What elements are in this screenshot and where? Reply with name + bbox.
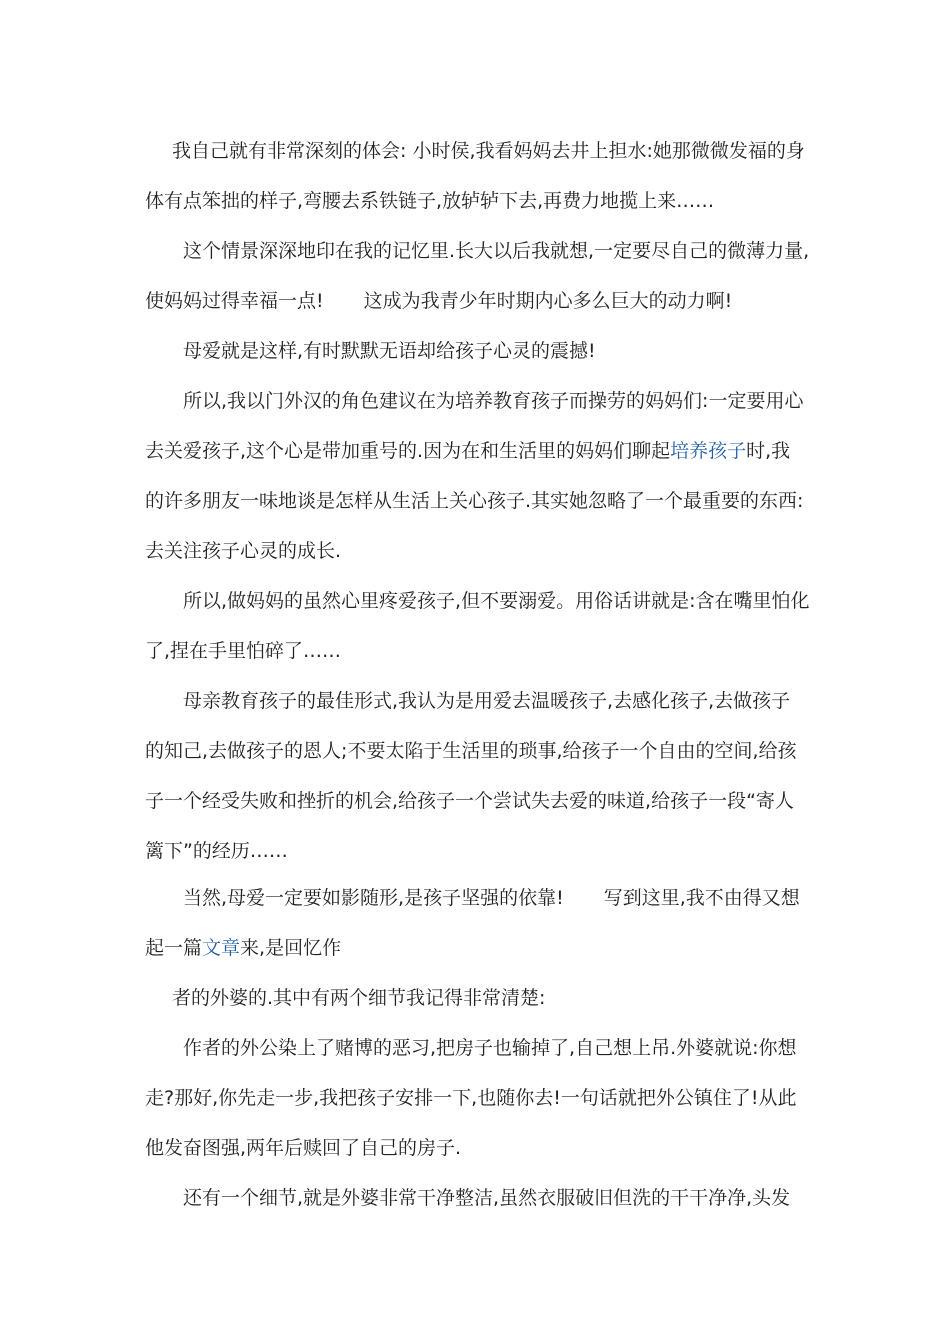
- text-segment: 这成为我青少年时期内心多么巨大的动力啊!: [363, 290, 733, 312]
- text-line: 走?那好,你先走一步,我把孩子安排一下,也随你去!一句话就把外公镇住了!从此: [145, 1087, 797, 1109]
- text-line: 作者的外公染上了赌博的恶习,把房子也输掉了,自己想上吊.外婆就说:你想: [183, 1037, 797, 1059]
- text-line: 者的外婆的.其中有两个细节我记得非常清楚:: [172, 987, 546, 1009]
- text-segment: 去关爱孩子,这个心是带加重号的.因为在和生活里的妈妈们聊起: [145, 440, 671, 462]
- text-line: 所以,我以门外汉的角色建议在为培养教育孩子而操劳的妈妈们:一定要用心: [183, 390, 804, 412]
- text-line: 我自己就有非常深刻的体会: 小时侯,我看妈妈去井上担水:她那微微发福的身: [172, 140, 805, 162]
- text-line: [183, 885, 863, 911]
- text-line: 了,捏在手里怕碎了……: [145, 640, 342, 662]
- text-line: [145, 438, 825, 464]
- text-segment: 时,我: [746, 440, 791, 462]
- text-line: [145, 935, 825, 961]
- text-line: 去关注孩子心灵的成长.: [145, 540, 342, 562]
- text-line: 子一个经受失败和挫折的机会,给孩子一个尝试失去爱的味道,给孩子一段“寄人: [145, 790, 794, 812]
- text-segment: 起一篇: [145, 937, 203, 959]
- text-line: 母亲教育孩子的最佳形式,我认为是用爱去温暖孩子,去感化孩子,去做孩子: [183, 690, 791, 712]
- text-line: 的许多朋友一味地谈是怎样从生活上关心孩子.其实她忽略了一个最重要的东西:: [145, 490, 804, 512]
- link-article[interactable]: 文章: [202, 937, 241, 959]
- text-line: 所以,做妈妈的虽然心里疼爱孩子,但不要溺爱。用俗话讲就是:含在嘴里怕化: [183, 590, 810, 612]
- text-segment: 来,是回忆作: [240, 937, 342, 959]
- text-line: [145, 288, 825, 314]
- text-line: 体有点笨拙的样子,弯腰去系铁链子,放轳轳下去,再费力地揽上来……: [145, 190, 715, 212]
- text-segment: 使妈妈过得幸福一点!: [145, 290, 324, 312]
- text-segment: 当然,母爱一定要如影随形,是孩子坚强的依靠!: [183, 887, 564, 909]
- text-line: 还有一个细节,就是外婆非常干净整洁,虽然衣服破旧但洗的干干净净,头发: [183, 1187, 791, 1209]
- text-line: 这个情景深深地印在我的记忆里.长大以后我就想,一定要尽自己的微薄力量,: [183, 240, 810, 262]
- link-raising-children[interactable]: 培养孩子: [670, 440, 747, 462]
- text-line: 篱下”的经历……: [145, 840, 288, 862]
- text-line: 他发奋图强,两年后赎回了自己的房子.: [145, 1137, 462, 1159]
- text-segment: 写到这里,我不由得又想: [603, 887, 800, 909]
- text-line: 母爱就是这样,有时默默无语却给孩子心灵的震撼!: [183, 340, 596, 362]
- text-line: 的知己,去做孩子的恩人;不要太陷于生活里的琐事,给孩子一个自由的空间,给孩: [145, 740, 797, 762]
